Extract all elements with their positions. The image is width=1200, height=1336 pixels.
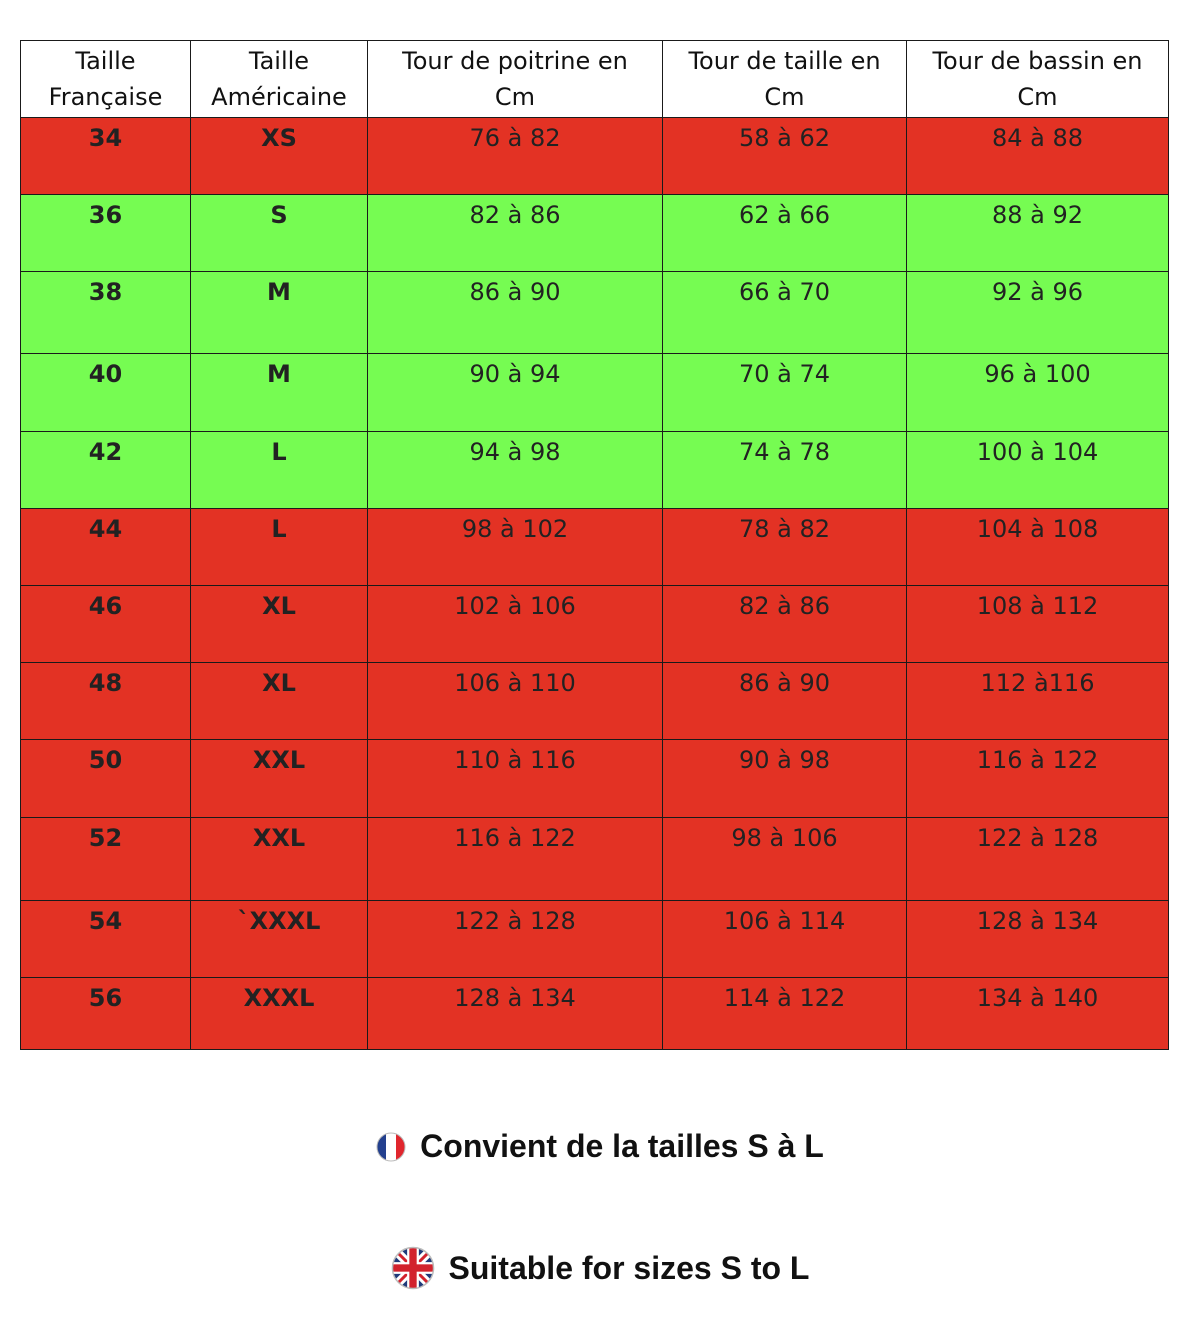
cell-bassin: 92 à 96 (907, 272, 1169, 354)
cell-us: XXXL (191, 978, 368, 1050)
cell-poitrine: 82 à 86 (368, 195, 663, 272)
cell-taille: 106 à 114 (663, 901, 907, 978)
cell-taille: 114 à 122 (663, 978, 907, 1050)
cell-poitrine: 106 à 110 (368, 663, 663, 740)
note-english-text: Suitable for sizes S to L (448, 1249, 810, 1286)
cell-us: S (191, 195, 368, 272)
table-row (21, 740, 1169, 818)
cell-us: XL (191, 663, 368, 740)
table-row (21, 509, 1169, 586)
cell-bassin: 134 à 140 (907, 978, 1169, 1050)
cell-us: XXL (191, 740, 368, 818)
table-row (21, 118, 1169, 195)
note-french-text: Convient de la tailles S à L (420, 1128, 824, 1164)
note-french (0, 1128, 1200, 1170)
header-taille-americaine: Taille Américaine (191, 41, 368, 118)
cell-poitrine: 76 à 82 (368, 118, 663, 195)
cell-taille: 78 à 82 (663, 509, 907, 586)
cell-poitrine: 128 à 134 (368, 978, 663, 1050)
cell-taille: 62 à 66 (663, 195, 907, 272)
cell-taille: 86 à 90 (663, 663, 907, 740)
cell-us: XXL (191, 818, 368, 901)
table-row (21, 195, 1169, 272)
table-row (21, 586, 1169, 663)
cell-taille: 58 à 62 (663, 118, 907, 195)
cell-fr: 56 (21, 978, 191, 1050)
note-english (0, 1246, 1200, 1298)
cell-bassin: 108 à 112 (907, 586, 1169, 663)
table-row (21, 818, 1169, 901)
cell-fr: 44 (21, 509, 191, 586)
cell-us: XL (191, 586, 368, 663)
table-row (21, 272, 1169, 354)
table-row (21, 978, 1169, 1050)
uk-flag-icon (391, 1246, 435, 1290)
table-row (21, 901, 1169, 978)
header-tour-de-poitrine: Tour de poitrine en Cm (368, 41, 663, 118)
cell-bassin: 104 à 108 (907, 509, 1169, 586)
cell-us: M (191, 272, 368, 354)
cell-fr: 34 (21, 118, 191, 195)
cell-poitrine: 98 à 102 (368, 509, 663, 586)
cell-bassin: 116 à 122 (907, 740, 1169, 818)
cell-bassin: 122 à 128 (907, 818, 1169, 901)
cell-us: XS (191, 118, 368, 195)
table-row (21, 432, 1169, 509)
cell-poitrine: 122 à 128 (368, 901, 663, 978)
cell-us: M (191, 354, 368, 432)
header-tour-de-bassin: Tour de bassin en Cm (907, 41, 1169, 118)
cell-taille: 98 à 106 (663, 818, 907, 901)
cell-us: `XXXL (191, 901, 368, 978)
header-tour-de-taille: Tour de taille en Cm (663, 41, 907, 118)
cell-poitrine: 86 à 90 (368, 272, 663, 354)
cell-fr: 42 (21, 432, 191, 509)
cell-taille: 70 à 74 (663, 354, 907, 432)
cell-taille: 82 à 86 (663, 586, 907, 663)
cell-poitrine: 102 à 106 (368, 586, 663, 663)
cell-bassin: 100 à 104 (907, 432, 1169, 509)
cell-taille: 66 à 70 (663, 272, 907, 354)
cell-fr: 54 (21, 901, 191, 978)
cell-us: L (191, 509, 368, 586)
cell-fr: 50 (21, 740, 191, 818)
table-row (21, 354, 1169, 432)
cell-us: L (191, 432, 368, 509)
cell-bassin: 84 à 88 (907, 118, 1169, 195)
size-chart-table (20, 40, 1169, 1050)
cell-fr: 40 (21, 354, 191, 432)
france-flag-icon (376, 1132, 406, 1162)
cell-bassin: 128 à 134 (907, 901, 1169, 978)
cell-taille: 90 à 98 (663, 740, 907, 818)
cell-fr: 48 (21, 663, 191, 740)
cell-poitrine: 116 à 122 (368, 818, 663, 901)
cell-poitrine: 94 à 98 (368, 432, 663, 509)
header-taille-francaise: Taille Française (21, 41, 191, 118)
cell-bassin: 96 à 100 (907, 354, 1169, 432)
cell-poitrine: 90 à 94 (368, 354, 663, 432)
cell-bassin: 112 à116 (907, 663, 1169, 740)
cell-fr: 46 (21, 586, 191, 663)
cell-fr: 52 (21, 818, 191, 901)
cell-poitrine: 110 à 116 (368, 740, 663, 818)
table-header-row (21, 41, 1169, 118)
cell-fr: 36 (21, 195, 191, 272)
cell-taille: 74 à 78 (663, 432, 907, 509)
cell-fr: 38 (21, 272, 191, 354)
table-row (21, 663, 1169, 740)
cell-bassin: 88 à 92 (907, 195, 1169, 272)
